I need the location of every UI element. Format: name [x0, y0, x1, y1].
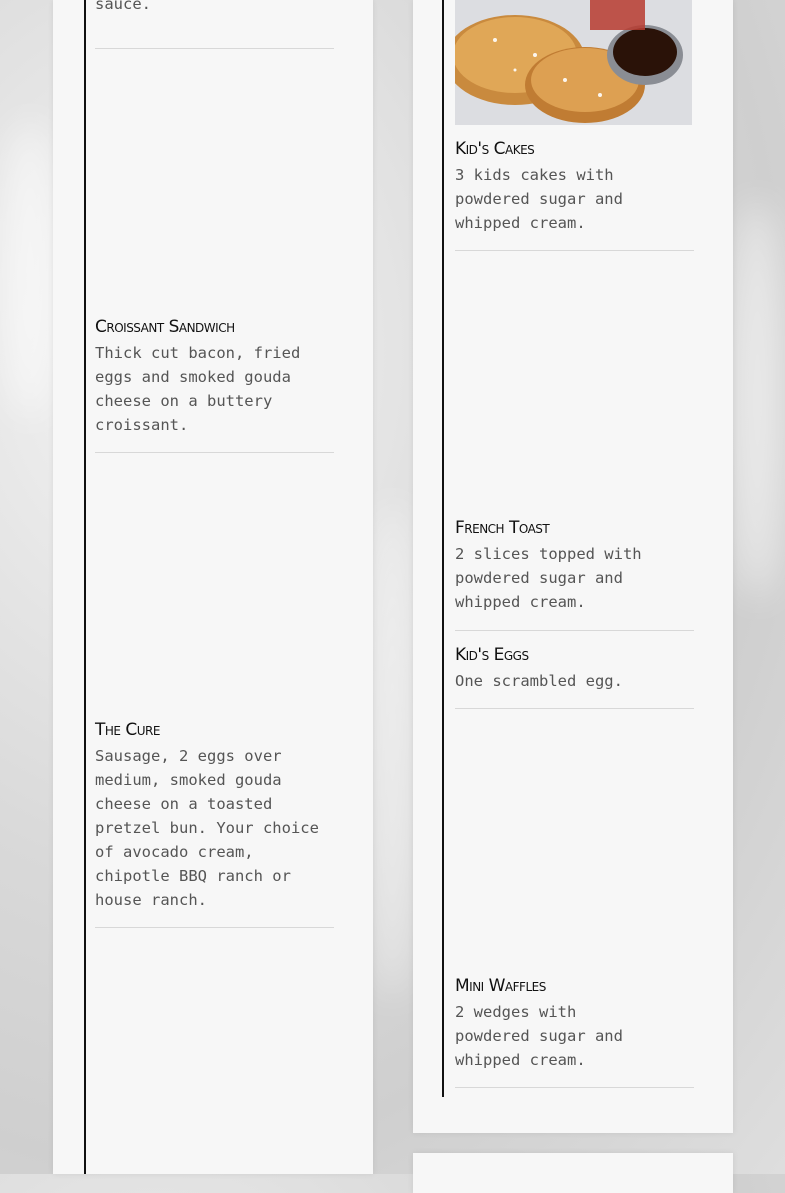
column-rule-right	[442, 0, 444, 1097]
menu-item-title: The Cure	[95, 720, 160, 740]
background-blot	[370, 500, 415, 1000]
item-divider	[455, 1087, 694, 1088]
item-divider	[95, 452, 334, 453]
menu-item-title: French Toast	[455, 518, 550, 538]
menu-item-title: Croissant Sandwich	[95, 317, 235, 337]
background-blot	[0, 120, 60, 420]
pancakes-image	[455, 0, 692, 125]
menu-item-french-toast	[455, 518, 695, 614]
menu-card-next	[413, 1153, 733, 1193]
item-divider	[455, 250, 694, 251]
menu-item-the-cure	[95, 720, 335, 912]
menu-item-description: Sausage, 2 eggs over medium, smoked gouda cheese on a toasted pretzel bun. Your choice of avocado cream, chipotle BBQ ranch or house ranch.	[95, 747, 319, 909]
menu-item-mini-waffles	[455, 976, 695, 1072]
item-divider	[455, 630, 694, 631]
menu-item-partial	[95, 0, 335, 16]
column-rule-left	[84, 0, 86, 1174]
menu-card-left	[53, 0, 373, 1174]
kids-cakes-photo	[455, 0, 692, 125]
menu-item-description: 2 slices topped with powdered sugar and whipped cream.	[455, 545, 642, 611]
menu-item-kids-eggs	[455, 645, 695, 693]
item-divider	[95, 48, 334, 49]
menu-item-kids-cakes	[455, 139, 695, 235]
menu-item-description: One scrambled egg.	[455, 672, 623, 690]
menu-item-description: 2 wedges with powdered sugar and whipped cream.	[455, 1003, 623, 1069]
item-divider	[455, 708, 694, 709]
item-divider	[95, 927, 334, 928]
menu-item-title: Mini Waffles	[455, 976, 546, 996]
menu-item-title: Kid's Eggs	[455, 645, 529, 665]
menu-item-description: sauce.	[95, 0, 151, 13]
menu-item-croissant-sandwich	[95, 317, 335, 437]
background-blot	[730, 200, 785, 600]
menu-item-description: Thick cut bacon, fried eggs and smoked gouda cheese on a buttery croissant.	[95, 344, 301, 434]
menu-item-description: 3 kids cakes with powdered sugar and whipped cream.	[455, 166, 623, 232]
menu-item-title: Kid's Cakes	[455, 139, 535, 159]
